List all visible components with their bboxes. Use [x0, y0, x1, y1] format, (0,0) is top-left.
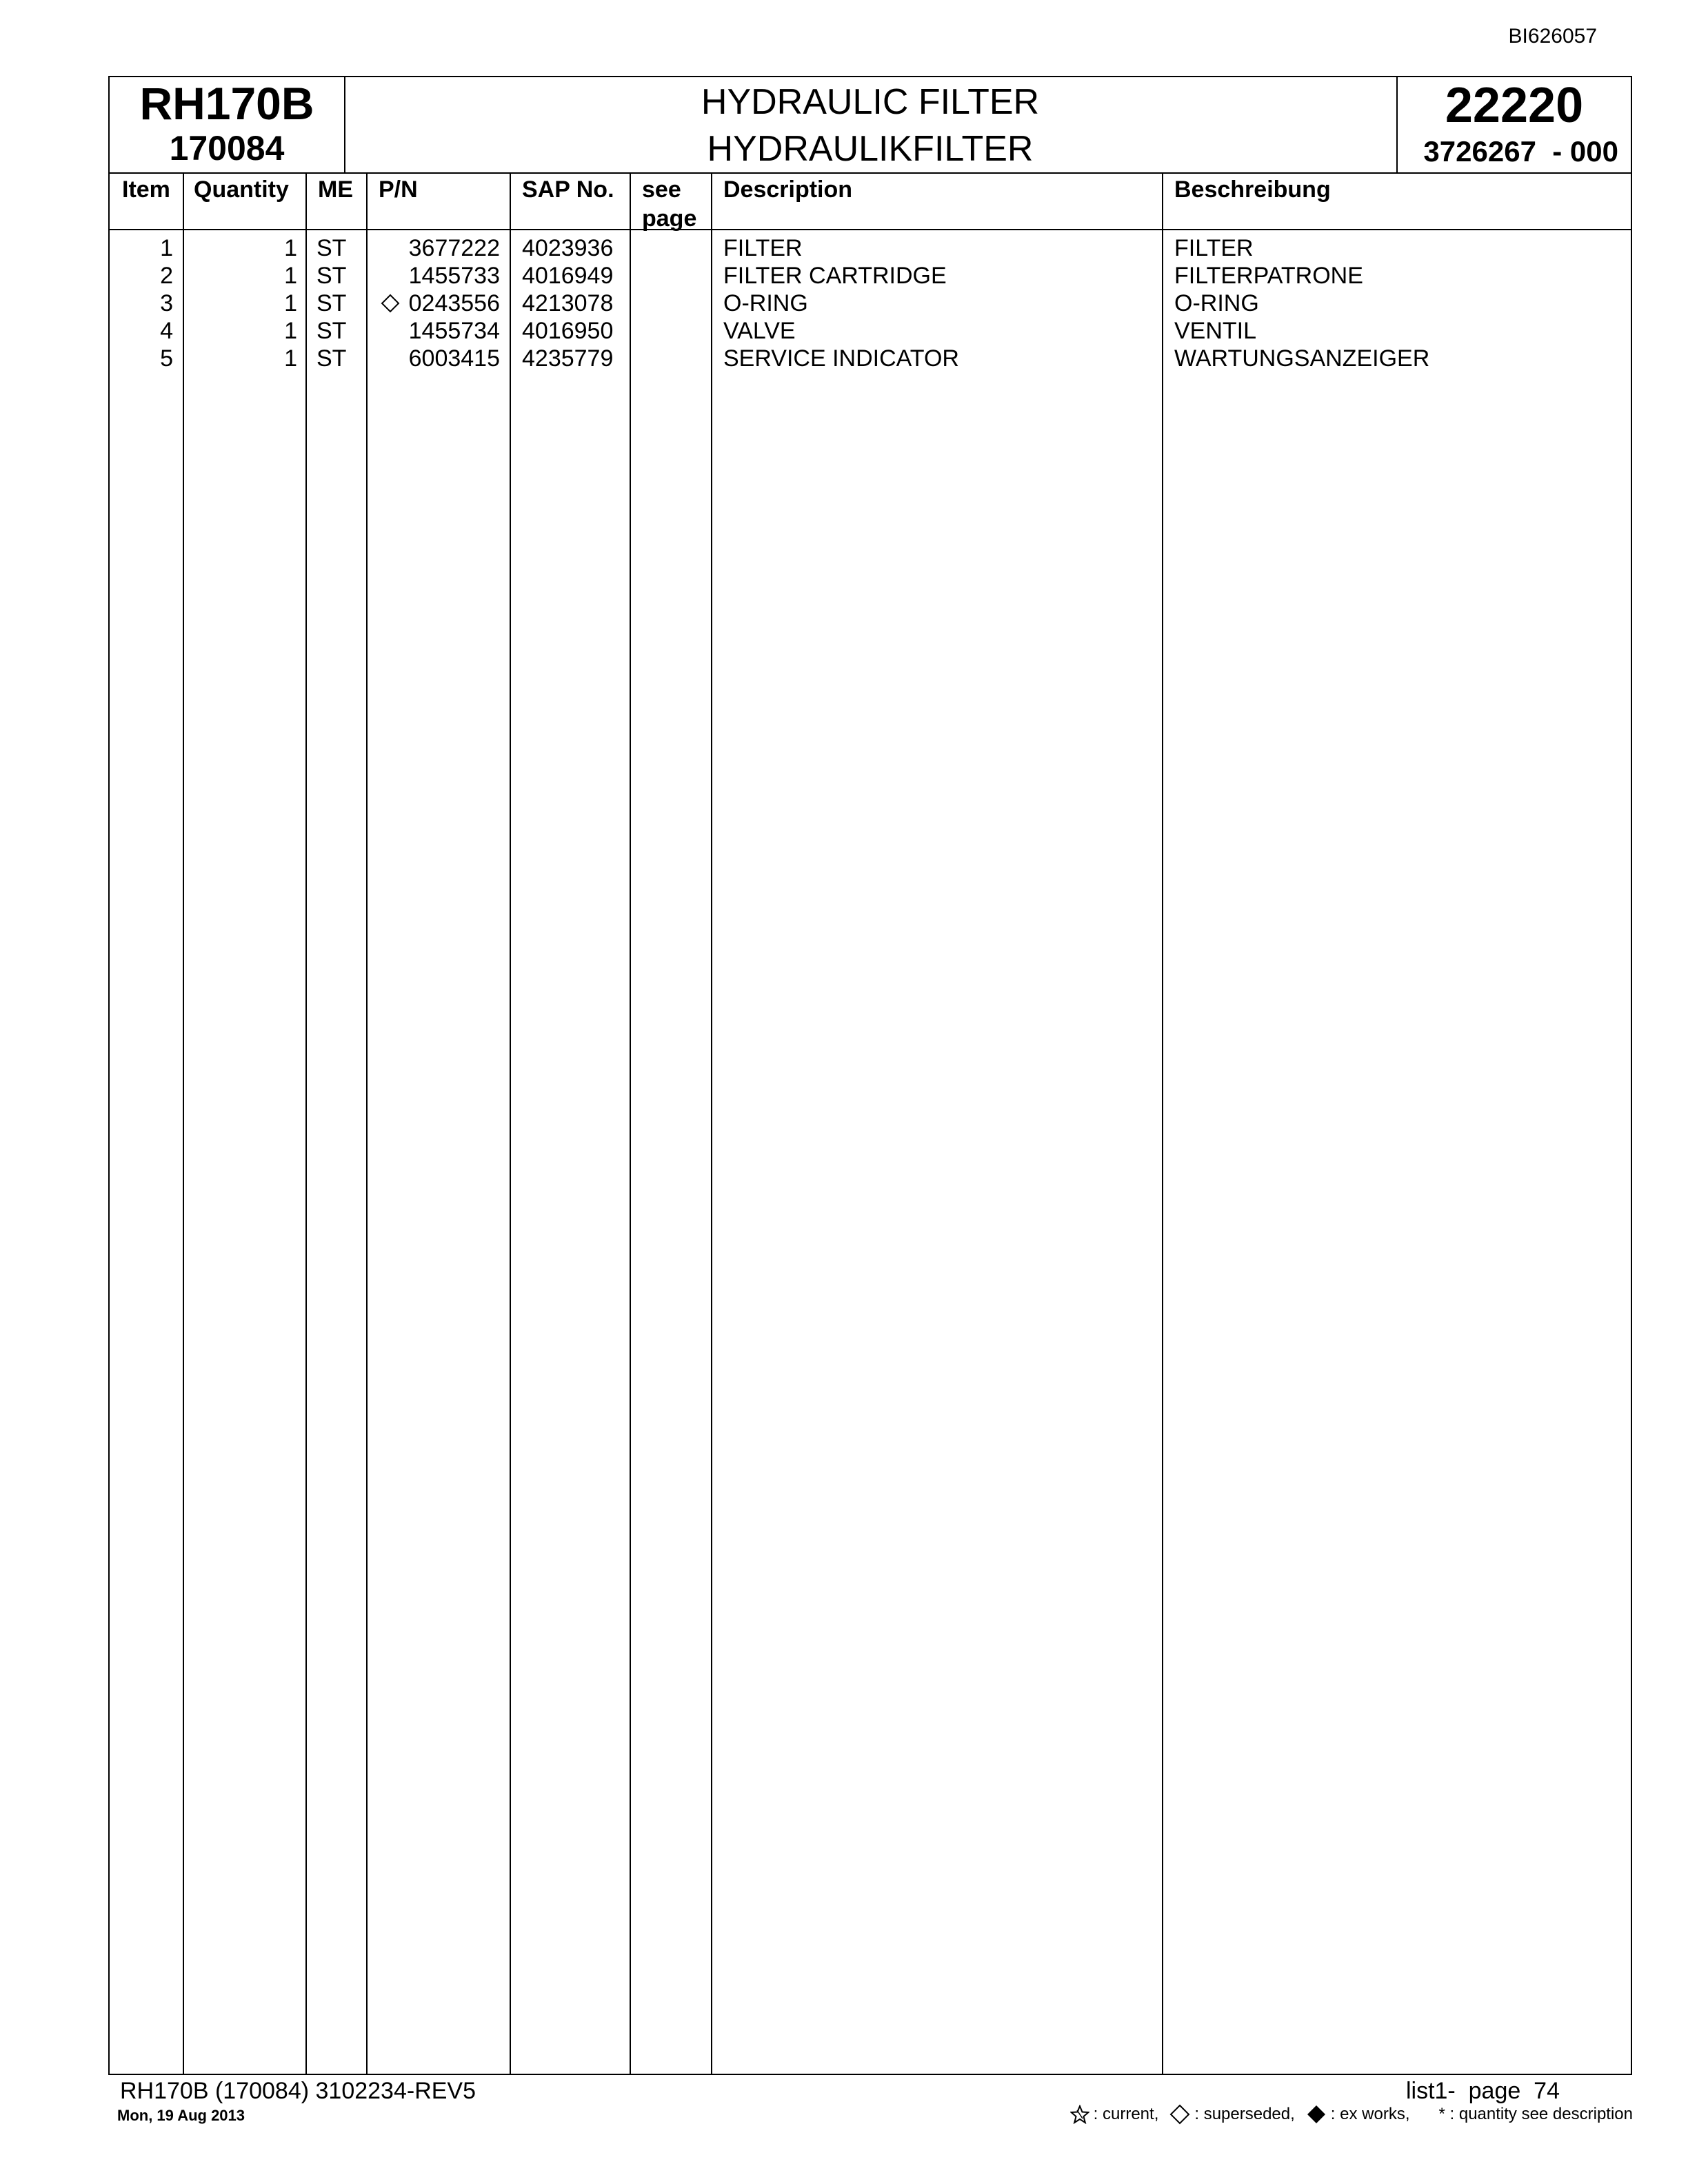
quantity-cell: 1 — [284, 345, 297, 372]
footer-document-ref: RH170B (170084) 3102234-REV5 — [120, 2078, 476, 2104]
description-cell: FILTER — [723, 235, 803, 261]
col-header-see: see — [642, 176, 681, 203]
item-number: 5 — [160, 345, 173, 372]
col-line-description — [1162, 172, 1163, 2074]
col-line-pn — [510, 172, 511, 2074]
sap-number-cell: 4235779 — [522, 345, 614, 372]
col-header-description: Description — [723, 176, 853, 203]
header-divider — [110, 172, 1631, 174]
unit-cell: ST — [316, 290, 347, 316]
beschreibung-cell: FILTER — [1174, 235, 1254, 261]
column-header-divider — [110, 229, 1631, 230]
symbol-legend — [1070, 2104, 1633, 2125]
part-number-cell: 1455733 — [408, 263, 500, 289]
sap-number-cell: 4016950 — [522, 318, 614, 344]
title-english: HYDRAULIC FILTER — [701, 82, 1040, 122]
beschreibung-cell: FILTERPATRONE — [1174, 263, 1363, 289]
diamond-outline-icon — [1169, 2104, 1190, 2125]
col-header-quantity: Quantity — [194, 176, 289, 203]
part-number-cell: 6003415 — [408, 345, 500, 372]
item-number: 4 — [160, 318, 173, 344]
legend-current-label: : current, — [1093, 2105, 1159, 2123]
col-header-pn: P/N — [379, 176, 418, 203]
footer-date: Mon, 19 Aug 2013 — [117, 2107, 245, 2124]
unit-cell: ST — [316, 235, 347, 261]
part-number-cell: 1455734 — [408, 318, 500, 344]
quantity-cell: 1 — [284, 235, 297, 261]
col-header-item: Item — [122, 176, 170, 203]
col-line-quantity — [305, 172, 307, 2074]
part-number-cell: 3677222 — [408, 235, 500, 261]
diamond-filled-icon — [1306, 2104, 1327, 2125]
col-header-page: page — [642, 205, 697, 232]
title-german: HYDRAULIKFILTER — [707, 129, 1034, 169]
description-cell: SERVICE INDICATOR — [723, 345, 959, 372]
beschreibung-cell: WARTUNGSANZEIGER — [1174, 345, 1430, 372]
item-number: 3 — [160, 290, 173, 316]
col-line-me — [366, 172, 368, 2074]
group-number: 22220 — [1445, 78, 1584, 133]
description-cell: FILTER CARTRIDGE — [723, 263, 947, 289]
sap-number-cell: 4016949 — [522, 263, 614, 289]
col-header-beschreibung: Beschreibung — [1174, 176, 1331, 203]
footer-page-number: list1- page 74 — [1405, 2078, 1560, 2104]
col-line-item — [183, 172, 184, 2074]
sap-number-cell: 4023936 — [522, 235, 614, 261]
col-header-sap: SAP No. — [522, 176, 614, 203]
legend-exworks-label: : ex works, — [1330, 2105, 1410, 2123]
serial-number: 170084 — [169, 129, 285, 168]
description-cell: VALVE — [723, 318, 796, 344]
quantity-cell: 1 — [284, 290, 297, 316]
beschreibung-cell: O-RING — [1174, 290, 1259, 316]
unit-cell: ST — [316, 345, 347, 372]
col-line-sap — [630, 172, 631, 2074]
model-name: RH170B — [139, 78, 314, 129]
description-cell: O-RING — [723, 290, 808, 316]
item-number: 1 — [160, 235, 173, 261]
star-outline-icon — [1070, 2105, 1089, 2124]
legend-superseded-label: : superseded, — [1194, 2105, 1295, 2123]
quantity-cell: 1 — [284, 318, 297, 344]
unit-cell: ST — [316, 318, 347, 344]
item-number: 2 — [160, 263, 173, 289]
superseded-diamond-icon — [380, 293, 401, 314]
drawing-number: 3726267 - 000 — [1423, 135, 1618, 168]
quantity-cell: 1 — [284, 263, 297, 289]
unit-cell: ST — [316, 263, 347, 289]
parts-list-frame — [108, 76, 1632, 2075]
document-id: BI626057 — [1508, 25, 1597, 48]
sap-number-cell: 4213078 — [522, 290, 614, 316]
legend-quantity-label: * : quantity see description — [1438, 2105, 1633, 2123]
beschreibung-cell: VENTIL — [1174, 318, 1257, 344]
col-header-me: ME — [318, 176, 353, 203]
part-number-cell: 0243556 — [408, 290, 500, 316]
col-line-see-page — [711, 172, 712, 2074]
